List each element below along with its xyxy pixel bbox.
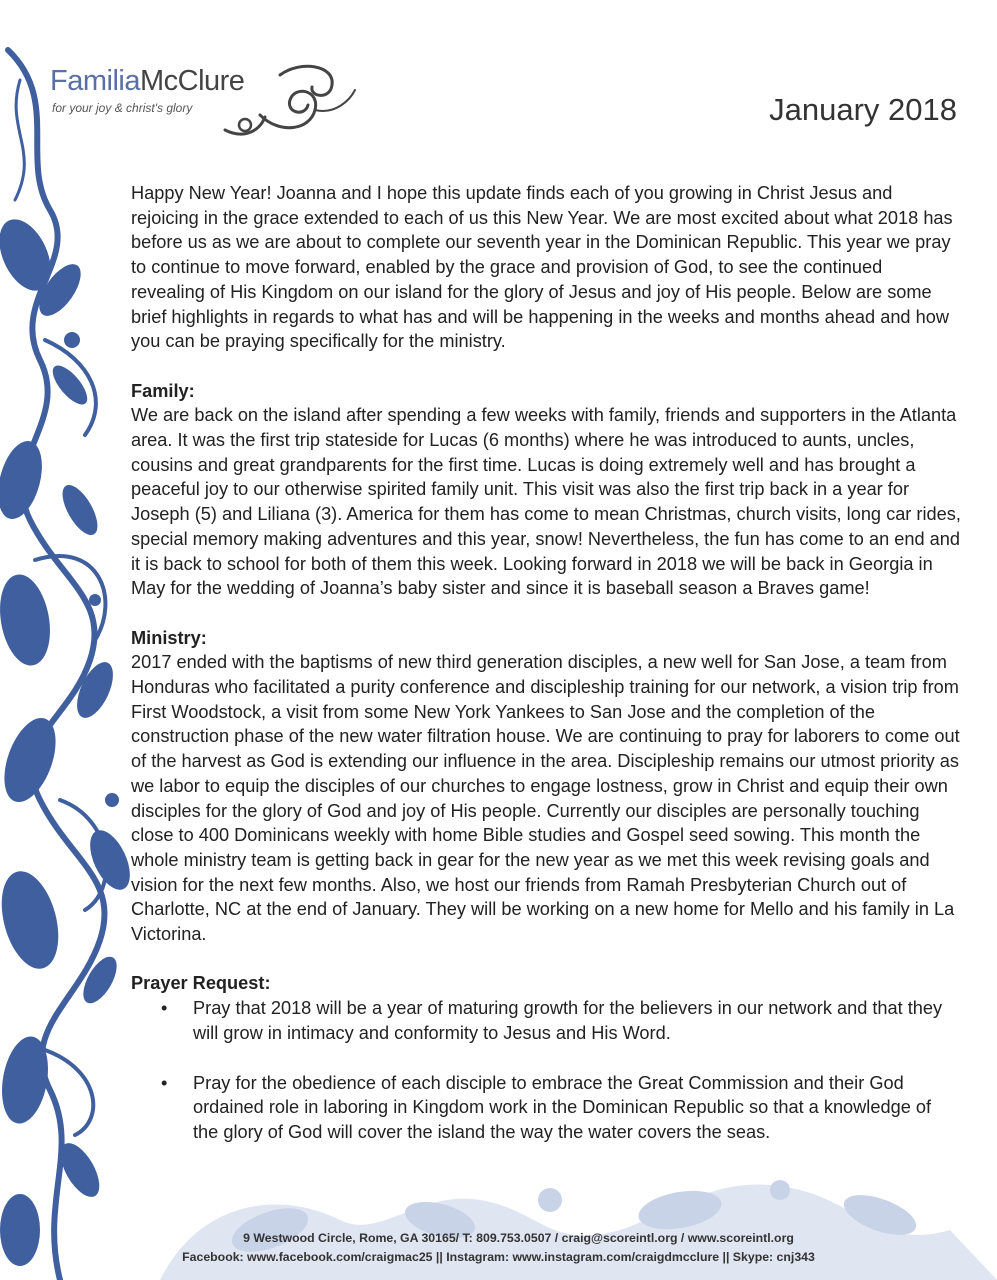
logo-wordmark	[50, 65, 244, 98]
footer-contact: 9 Westwood Circle, Rome, GA 30165/ T: 809.753.0507 / craig@scoreintl.org / www.scoreintl.org	[243, 1231, 794, 1245]
intro-paragraph: Happy New Year! Joanna and I hope this update finds each of you growing in Christ Jesus and rejoicing in the grace extended to each of us this New Year. We are most excited about what 2018 has before us as we are about to complete our seventh year in the Dominican Republic. This year we pray to continue to move forward, enabled by the grace and provision of God, to see the continued revealing of His Kingdom on our island for the glory of Jesus and joy of His people. Below are some brief highlights in regards to what has and will be happening in the weeks and months ahead and how you can be praying specifically for the ministry.	[131, 183, 953, 352]
bullet-icon: •	[161, 1072, 168, 1093]
footer-social: Facebook: www.facebook.com/craigmac25 || Instagram: www.instagram.com/craigdmcclure || Skype: cnj343	[182, 1250, 815, 1264]
prayer-list	[131, 996, 961, 1145]
logo-word-mcclure: McClure	[139, 65, 245, 97]
logo-tagline: for your joy & christ's glory	[52, 101, 193, 115]
brand-logo	[50, 55, 360, 145]
prayer-item-text: Pray for the obedience of each disciple to embrace the Great Commission and their God ordained role in laboring in Kingdom work in the Dominican Republic so that a knowledge of the glory of God will cover the island the way the water covers the seas.	[193, 1072, 932, 1142]
ministry-paragraph: 2017 ended with the baptisms of new third generation disciples, a new well for San Jose, a team from Honduras who facilitated a purity conference and discipleship training for our network, a vision trip from First Woodstock, a visit from some New York Yankees to San Jose and the completion of the construction phase of the new water filtration house. We are continuing to pray for laborers to come out of the harvest as God is extending our influence in the area. Discipleship remains our utmost priority as we labor to equip the disciples of our churches to engage lostness, grow in Christ and equip their own disciples for the glory of God and joy of His people. Currently our disciples are personally touching close to 400 Dominicans weekly with home Bible studies and Gospel seed sowing. This month the whole ministry team is getting back in gear for the new year as we met this week revising goals and vision for the next few months. Also, we host our friends from Ramah Presbyterian Church out of Charlotte, NC at the end of January. They will be working on a new home for Mello and his family in La Victorina.	[131, 652, 960, 945]
prayer-item-text: Pray that 2018 will be a year of maturing growth for the believers in our network and that they will grow in intimacy and conformity to Jesus and His Word.	[193, 998, 943, 1043]
ministry-heading: Ministry:	[131, 627, 207, 648]
prayer-item	[131, 996, 961, 1045]
newsletter-body	[131, 181, 961, 1170]
prayer-heading: Prayer Request:	[131, 973, 271, 994]
family-heading: Family:	[131, 380, 195, 401]
logo-swirl-icon	[220, 55, 360, 140]
bullet-icon: •	[161, 998, 168, 1019]
floral-ornament-left	[0, 40, 140, 1280]
prayer-item	[131, 1071, 961, 1145]
newsletter-date: January 2018	[769, 92, 957, 127]
family-paragraph: We are back on the island after spending a few weeks with family, friends and supporters in the Atlanta area. It was the first trip stateside for Lucas (6 months) where he was introduced to aunts, uncles, cousins and great grandparents for the first time. Lucas is doing extremely well and has brought a peaceful joy to our otherwise spirited family unit. This visit was also the first trip back in a year for Joseph (5) and Liliana (3). America for them has come to mean Christmas, church visits, long car rides, special memory making adventures and this year, snow! Nevertheless, the fun has come to an end and it is back to school for both of them this week. Looking forward in 2018 we will be back in Georgia in May for the wedding of Joanna’s baby sister and since it is baseball season a Braves game!	[131, 405, 961, 599]
logo-word-familia: Familia	[50, 65, 140, 97]
